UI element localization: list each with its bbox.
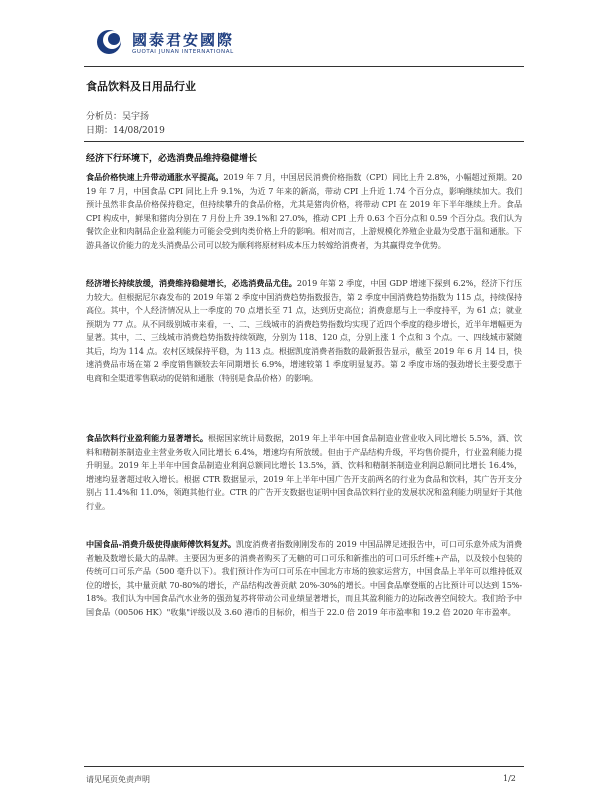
paragraph-profitability xyxy=(86,432,522,513)
paragraph-lead: 经济增长持续放缓，消费维持稳健增长，必选消费品尤佳。 xyxy=(86,278,297,288)
paragraph-lead: 食品价格快速上升带动通胀水平提高。 xyxy=(86,172,224,182)
analyst-line: 分析员：吴宇扬 xyxy=(86,112,150,122)
paragraph-china-foods xyxy=(86,538,522,619)
paragraph-body: 凯度消费者指数刚刚发布的 2019 中国品牌足迹报告中，可口可乐意外成为消费者触及数增长最大的品牌。主要因为更多的消费者购买了无糖的可口可乐和新推出的可口可乐纤维+产品，以及较小包装的传统可口可乐产品（500 毫升以下）。我们预计作为可口可乐在中国北方市场的独家运营方，中国食品上半年可以维持低双位的增长，其中量贡献 70-80%的增长，产品结构改善贡献 20%-30%的增长。中国食品摩登瓶的占比预计可以达到 15%-18%。我们认为中国食品汽水业务的强劲复苏将带动公司业绩显著增长，而且其盈利能力的边际改善空间较大。我们给予中国食品（00506 HK）"收集"评级以及 3.60 港币的目标价，相当于 22.0 倍 2019 年市盈率和 19.2 倍 2020 年市盈率。 xyxy=(86,539,523,617)
paragraph-body: 根据国家统计局数据，2019 年上半年中国食品制造业营业收入同比增长 5.5%，酒、饮料和精制茶制造业主营业务收入同比增长 6.4%，增速均有所放缓。但由于产品结构升级，平均售价提升，行业盈利能力提升明显。2019 年上半年中国食品制造业利润总额同比增长 13.5%，酒、饮料和精制茶制造业利润总额同比增长 16.4%，增速均显著超过收入增长。根据 CTR 数据显示，2019 年上半年中国广告开支前两名的行业为食品和饮料，其广告开支分别占 11.4%和 11.0%，领跑其他行业。CTR 的广告开支数据也证明中国食品饮料行业的发展状况和盈利能力明显好于其他行业。 xyxy=(86,433,522,511)
paragraph-body: 2019 年第 2 季度，中国 GDP 增速下探到 6.2%，经济下行压力较大。但根据尼尔森发布的 2019 年第 2 季度中国消费趋势指数报告，第 2 季度中国消费趋势指数为 115 点，持续保持高位。其中，个人经济情况从上一季度的 70 点增长至 71 点，达到历史高位；消费意愿与上一季度持平，为 61 点；就业预期为 77 点。从不同级别城市来看，一、二、三线城市的消费趋势指数均实现了近四个季度的稳步增长，近半年增幅更为显著。其中，二、三线城市消费趋势指数持续领跑，分别为 118、120 点，分别上涨 1 个点和 3 个点。一、四线城市紧随其后，均为 114 点。农村区域保持平稳，为 113 点。根据凯度消费者指数的最新报告显示，截至 2019 年 6 月 14 日，快速消费品市场在第 2 季度销售额较去年同期增长 6.9%，增速较第 1 季度明显复苏。第 2 季度市场的强劲增长主要受惠于电商和全渠道零售联动的促销和通胀（特别是食品价格）的影响。 xyxy=(86,278,522,383)
footer-divider xyxy=(84,766,524,767)
logo-english-name: GUOTAI JUNAN INTERNATIONAL xyxy=(132,49,234,55)
paragraph-lead: 食品饮料行业盈利能力显著增长。 xyxy=(86,433,208,443)
paragraph-lead: 中国食品-消费升级使得康师傅饮料复苏。 xyxy=(86,539,237,549)
logo-chinese-name: 國泰君安國際 xyxy=(132,31,235,49)
section-headline: 经济下行环境下，必选消费品维持稳健增长 xyxy=(86,154,258,164)
header-divider xyxy=(84,66,524,67)
paragraph-body: 2019 年 7 月，中国居民消费价格指数（CPI）同比上升 2.8%，小幅超过预期。2019 年 7 月，中国食品 CPI 同比上升 9.1%，为近 7 年来的新高，带动 CPI 上升近 1.74 个百分点，影响继续加大。我们预计虽然非食品价格保持稳定，但持续攀升的食品价格，尤其是猪肉价格，将带动 CPI 在 2019 年下半年继续上升。食品 CPI 构成中，鲜果和猪肉分别在 7 月份上升 39.1%和 27.0%，推动 CPI 上升 0.63 个百分点和 0.59 个百分点。我们认为餐饮企业和肉制品企业盈利能力可能会受到肉类价格上升的影响。相对而言，上游规模化养殖企业最为受惠于温和通胀。下游具备议价能力的龙头消费品公司可以较为顺利将原材料成本压力转嫁给消费者，为其赢得竞争优势。 xyxy=(86,172,522,250)
paragraph-food-price xyxy=(86,171,522,252)
paragraph-consumption xyxy=(86,277,522,385)
logo-mark-icon xyxy=(96,28,126,56)
date-line: 日期：14/08/2019 xyxy=(86,126,165,136)
title-divider xyxy=(84,141,524,142)
company-logo xyxy=(96,28,276,56)
page-number: 1/2 xyxy=(503,774,516,783)
disclaimer-note: 请见尾页免责声明 xyxy=(86,775,150,784)
report-title: 食品饮料及日用品行业 xyxy=(86,80,196,93)
